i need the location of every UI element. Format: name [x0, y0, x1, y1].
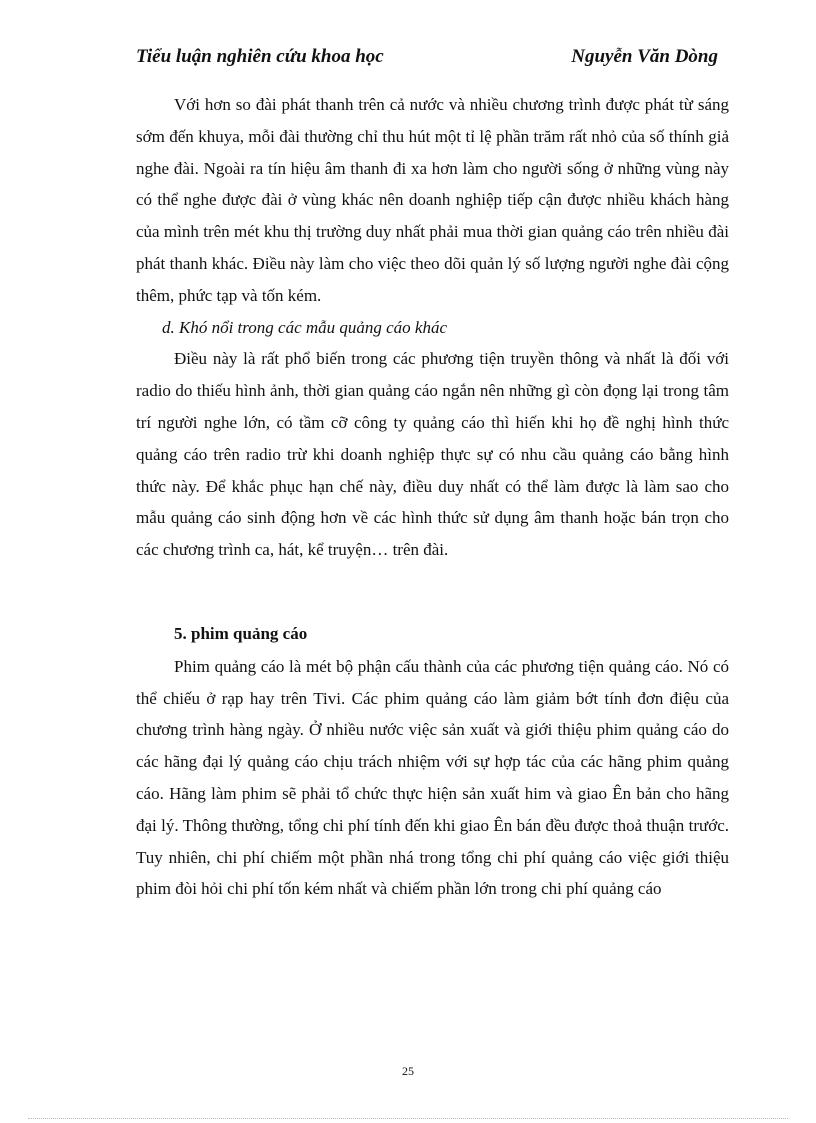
paragraph-advertising-film: Phim quảng cáo là mét bộ phận cấu thành của các phương tiện quảng cáo. Nó có thể chiếu ở rạp hay trên Tivi. Các phim quảng cáo làm giảm bớt tính đơn điệu của chương trình hàng ngày. Ở nhiều nước việc sản xuất và giới thiệu phim quảng cáo do các hãng đại lý quảng cáo chịu trách nhiệm với sự hợp tác của các hãng phim quảng cáo. Hãng làm phim sẽ phải tổ chức thực hiện sản xuất him và giao Ên bản cho hãng đại lý. Thông thường, tổng chi phí tính đến khi giao Ên bán đều được thoả thuận trước. Tuy nhiên, chi phí chiếm một phần nhá trong tổng chi phí quảng cáo việc giới thiệu phim đòi hỏi chi phí tốn kém nhất và chiếm phần lớn trong chi phí quảng cáo: [136, 656, 729, 899]
subheading-d: d. Khó nổi trong các mẫu quảng cáo khác: [162, 317, 448, 337]
section-5-title: 5. phim quảng cáo: [174, 623, 308, 643]
paragraph-radio-limitations: Điều này là rất phổ biến trong các phương tiện truyền thông và nhất là đối với radio do thiếu hình ảnh, thời gian quảng cáo ngắn nên những gì còn đọng lại trong tâm trí người nghe lớn, có tầm cỡ công ty quảng cáo thì hiến khi họ đề nghị hình thức quảng cáo trên radio trừ khi doanh nghiệp thực sự có nhu cầu quảng cáo bằng hình thức này. Để khắc phục hạn chế này, điều duy nhất có thể làm được là làm sao cho mẫu quảng cáo sinh động hơn về các hình thức sử dụng âm thanh hoặc bán trọn cho các chương trình ca, hát, kể truyện… trên đài.: [136, 349, 729, 560]
paragraph-radio-stations: Với hơn so đài phát thanh trên cả nước và nhiều chương trình được phát từ sáng sớm đến khuya, mỗi đài thường chỉ thu hút một tỉ lệ phần trăm rất nhỏ của số thính giả nghe đài. Ngoài ra tín hiệu âm thanh đi xa hơn làm cho người sống ở những vùng này có thể nghe được đài ở vùng khác nên doanh nghiệp tiếp cận được nhiều khách hàng của mình trên mét khu thị trường duy nhất phải mua thời gian quảng cáo trên nhiều đài phát thanh khác. Điều này làm cho việc theo dõi quản lý số lượng người nghe đài cộng thêm, phức tạp và tốn kém.: [136, 95, 729, 305]
page-header: [136, 46, 718, 76]
author-name: Nguyễn Văn Dòng: [571, 46, 718, 67]
document-title: Tiểu luận nghiên cứu khoa học: [136, 46, 384, 67]
page-number: 25: [402, 1064, 414, 1078]
footer-dotted-rule: [28, 1118, 788, 1119]
document-body: [136, 89, 729, 905]
